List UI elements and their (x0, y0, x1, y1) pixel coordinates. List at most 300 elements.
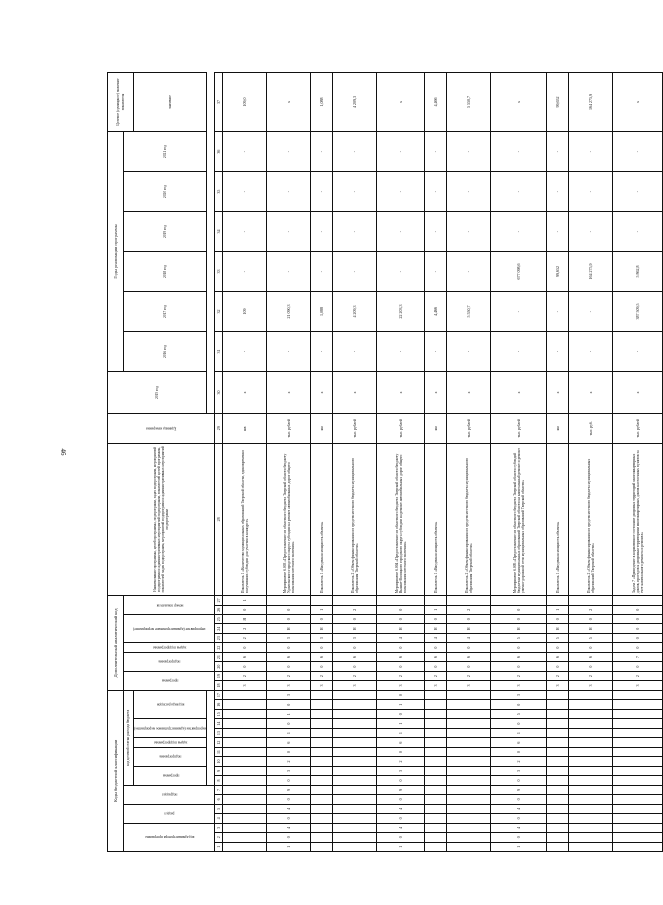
code-cell: 0 (267, 719, 311, 728)
code-cell (311, 757, 333, 766)
year-value-cell: - (613, 172, 663, 212)
code-cell (333, 690, 377, 700)
table-row (377, 73, 425, 852)
code-cell: Н (447, 624, 491, 633)
code-cell (447, 766, 491, 775)
year-value-cell: - (311, 172, 333, 212)
year-value-cell: - (447, 132, 491, 172)
code-cell (569, 738, 613, 747)
program-table (107, 72, 663, 852)
code-cell: 0 (569, 662, 613, 671)
code-cell: 2 (223, 633, 267, 642)
code-cell (613, 709, 663, 718)
row-description: Задача 7 «Приведение в нормативное состояние дворовых территорий многоквартирных домов, проездов к дворовым территориям многоквартирных домов населенных пунктов за счет капитального ремонта и ремонта» (613, 443, 663, 596)
code-cell (491, 596, 547, 605)
code-cell (425, 842, 447, 851)
code-cell: 0 (491, 662, 547, 671)
code-cell (547, 814, 569, 823)
code-cell: 3 (491, 690, 547, 700)
code-cell (333, 823, 377, 832)
code-cell: 6 (377, 652, 425, 661)
code-cell: 0 (447, 643, 491, 652)
year-value-cell: - (311, 212, 333, 252)
page-number: 46 (59, 448, 67, 456)
code-cell: 2 (613, 671, 663, 680)
code-cell: 0 (447, 662, 491, 671)
code-cell: Н (377, 624, 425, 633)
code-cell: 0 (267, 814, 311, 823)
table-row (311, 73, 333, 852)
code-cell (311, 747, 333, 756)
code-cell (223, 833, 267, 842)
code-cell: 0 (223, 643, 267, 652)
code-cell: 9 (377, 785, 425, 794)
code-cell: 5 (491, 633, 547, 642)
code-cell: 6 (491, 652, 547, 661)
code-cell: 0 (613, 624, 663, 633)
table-row (425, 73, 447, 852)
classification-header: Коды бюджетной классификации (108, 690, 124, 851)
code-cell: 1 (425, 605, 447, 614)
code-cell (223, 823, 267, 832)
code-cell (333, 785, 377, 794)
code-cell (223, 785, 267, 794)
year-value-cell: - (425, 212, 447, 252)
column-number: 17 (215, 690, 223, 700)
unit-cell: км (425, 414, 447, 443)
code-cell (223, 766, 267, 775)
code-cell (547, 823, 569, 832)
table-body (223, 73, 663, 852)
code-cell: 4 (377, 804, 425, 813)
column-number: 32 (215, 292, 223, 332)
year-value-cell: - (547, 292, 569, 332)
code-cell (447, 776, 491, 785)
column-number: 12 (215, 738, 223, 747)
unit-cell: тыс. рублей (613, 414, 663, 443)
year-value-cell: х (267, 371, 311, 413)
code-cell (333, 842, 377, 851)
code-cell (547, 804, 569, 813)
code-cell (447, 690, 491, 700)
code-cell: 3 (333, 681, 377, 690)
code-cell (311, 766, 333, 775)
code-cell (547, 738, 569, 747)
code-cell (333, 709, 377, 718)
code-cell: 6 (425, 652, 447, 661)
code-cell: 0 (491, 747, 547, 756)
code-cell (223, 690, 267, 700)
column-number: 15 (215, 709, 223, 718)
year-value-cell: - (569, 292, 613, 332)
code-cell: 0 (613, 633, 663, 642)
row-description: Показатель 2 «Объем финансирования из средств местного бюджета муниципального образования Тверской области» (447, 443, 491, 596)
code-cell: 3 (377, 681, 425, 690)
code-cell (333, 814, 377, 823)
column-number: 35 (215, 172, 223, 212)
code-cell: 0 (267, 776, 311, 785)
code-cell: 0 (613, 662, 663, 671)
code-cell (613, 596, 663, 605)
code-cell (425, 757, 447, 766)
row-description: Показатель 2 «Объем финансирования из средств местного бюджета муниципальных образований Тверской области» (569, 443, 613, 596)
code-cell: 0 (377, 747, 425, 756)
code-cell: 0 (267, 795, 311, 804)
year-value-cell: - (333, 132, 377, 172)
code-cell: 0 (377, 615, 425, 624)
code-cell: 0 (311, 615, 333, 624)
code-cell (311, 728, 333, 737)
code-cell (613, 690, 663, 700)
code-cell (425, 700, 447, 709)
code-cell (613, 700, 663, 709)
code-cell: 0 (613, 605, 663, 614)
code-cell: 3 (311, 681, 333, 690)
year-2021-header: 2021 год (124, 132, 207, 172)
code-cell: 0 (333, 615, 377, 624)
subprogram-header: подпрограмма (124, 652, 215, 671)
code-cell (613, 823, 663, 832)
code-cell (223, 700, 267, 709)
code-cell (447, 747, 491, 756)
code-cell: Н (569, 624, 613, 633)
code-cell: 4 (491, 804, 547, 813)
code-cell (447, 804, 491, 813)
column-number: 27 (215, 596, 223, 605)
code-cell: 2 (223, 624, 267, 633)
row-description: Мероприятие 6.004 «Предоставление из областного бюджета Тверской области бюджету Вышне-Волоцкого городского округа субсидии на ремонт автомобильных дорог общего пользования местного значения» (377, 443, 425, 596)
code-cell: 0 (311, 662, 333, 671)
task-header: задача подпрограммы (124, 643, 215, 652)
code-cell (447, 738, 491, 747)
year-value-cell: х (569, 371, 613, 413)
code-cell: 1 (311, 605, 333, 614)
code-cell: 5 (491, 709, 547, 718)
unit-cell: тыс. рублей (447, 414, 491, 443)
year-value-cell: - (223, 332, 267, 372)
code-cell (447, 709, 491, 718)
code-cell (311, 785, 333, 794)
code-cell (569, 700, 613, 709)
year-value-cell: - (547, 212, 569, 252)
table-row (491, 73, 547, 852)
code-cell: 3 (377, 766, 425, 775)
code-cell (613, 719, 663, 728)
table-row (447, 73, 491, 852)
code-cell (447, 842, 491, 851)
year-value-cell: - (267, 252, 311, 292)
code-cell (425, 690, 447, 700)
code-cell: 0 (267, 833, 311, 842)
name-header: Наименование программы, целей программы, подпрограмм, задач подпрограмм, мероприятий подпрограмм и административных мероприятий подпрограмм, показателей целей программы, показателей задач подпрограмм, мероприятий подпрограмм и административных мероприятий подпрограмм (108, 443, 215, 596)
code-cell: 2 (425, 671, 447, 680)
code-cell (377, 596, 425, 605)
code-cell: 0 (333, 662, 377, 671)
column-number: 25 (215, 615, 223, 624)
unit-cell: тыс. рублей (491, 414, 547, 443)
code-cell: 0 (491, 814, 547, 823)
year-2015-header: 2015 год (108, 371, 207, 413)
code-cell: 2 (491, 671, 547, 680)
code-cell: 0 (425, 615, 447, 624)
code-cell: 0 (491, 605, 547, 614)
column-number: 6 (215, 795, 223, 804)
row-description: Показатель 1 «Введенная мощность объекта» (425, 443, 447, 596)
year-value-cell: - (311, 132, 333, 172)
code-cell: 2 (377, 671, 425, 680)
code-cell: 3 (311, 633, 333, 642)
subsection-header: подраздел (124, 785, 215, 804)
code-cell: 6 (547, 652, 569, 661)
code-cell (425, 814, 447, 823)
code-cell: 1 (377, 728, 425, 737)
unit-header: Единица измерения (108, 414, 215, 443)
code-cell (311, 804, 333, 813)
code-cell (333, 700, 377, 709)
code-cell: 2 (267, 671, 311, 680)
code-cell (223, 804, 267, 813)
year-value-cell: 4,466 (425, 292, 447, 332)
column-number: 22 (215, 643, 223, 652)
year-value-cell: - (569, 132, 613, 172)
code-cell: 0 (377, 605, 425, 614)
code-cell (333, 804, 377, 813)
code-cell: 2 (333, 605, 377, 614)
year-2016-header: 2016 год (124, 332, 207, 372)
code-cell (311, 719, 333, 728)
code-cell (569, 804, 613, 813)
year-value-cell: - (377, 252, 425, 292)
year-value-cell: 1,088 (311, 292, 333, 332)
code-cell: 4 (491, 823, 547, 832)
code-cell (613, 738, 663, 747)
target-value-cell: 5 550,7 (447, 73, 491, 132)
code-cell (547, 833, 569, 842)
code-cell (333, 766, 377, 775)
code-cell: 2 (491, 757, 547, 766)
code-cell: 0 (267, 662, 311, 671)
year-value-cell: 109 (223, 292, 267, 332)
code-cell: 2 (333, 671, 377, 680)
code-cell: 9 (491, 785, 547, 794)
code-cell: 0 (333, 643, 377, 652)
year-value-cell: - (491, 292, 547, 332)
code-cell: 0 (569, 643, 613, 652)
year-value-cell: - (223, 252, 267, 292)
year-value-cell: х (333, 371, 377, 413)
code-cell (547, 700, 569, 709)
unit-cell: км (311, 414, 333, 443)
code-cell (425, 738, 447, 747)
column-number: 10 (215, 757, 223, 766)
year-value-cell: - (547, 132, 569, 172)
year-value-cell: - (547, 172, 569, 212)
code-cell: 6 (377, 738, 425, 747)
year-value-cell: 4 209,3 (333, 292, 377, 332)
code-cell (223, 738, 267, 747)
code-cell: 1 (377, 719, 425, 728)
code-cell (311, 709, 333, 718)
code-cell: 6 (267, 652, 311, 661)
table-row (613, 73, 663, 852)
code-cell (425, 747, 447, 756)
year-value-cell: - (425, 132, 447, 172)
code-cell: 6 (569, 652, 613, 661)
column-number: 31 (215, 332, 223, 372)
code-cell: 0 (267, 700, 311, 709)
program-code-header: программа (134, 766, 207, 785)
code-cell: 2 (447, 671, 491, 680)
code-cell: 0 (267, 605, 311, 614)
code-cell (311, 833, 333, 842)
code-cell: 0 (377, 795, 425, 804)
year-value-cell: х (491, 371, 547, 413)
code-cell: 0 (613, 643, 663, 652)
code-cell (333, 719, 377, 728)
column-number: 28 (215, 443, 223, 596)
code-cell (425, 766, 447, 775)
code-cell (569, 747, 613, 756)
year-value-cell: - (447, 172, 491, 212)
value-header: значение (134, 73, 207, 132)
code-cell: 0 (377, 776, 425, 785)
code-cell: Н (267, 624, 311, 633)
code-cell (569, 766, 613, 775)
year-value-cell: х (447, 371, 491, 413)
year-2019-header: 2019 год (124, 212, 207, 252)
code-cell: 3 (613, 681, 663, 690)
code-cell: 2 (377, 757, 425, 766)
year-2018-header: 2018 год (124, 252, 207, 292)
code-cell: 3 (491, 681, 547, 690)
code-cell (425, 804, 447, 813)
code-cell: 0 (425, 662, 447, 671)
column-number: 30 (215, 371, 223, 413)
code-cell (613, 795, 663, 804)
code-cell (569, 596, 613, 605)
code-cell (267, 596, 311, 605)
year-value-cell: - (311, 332, 333, 372)
code-cell: 3 (223, 681, 267, 690)
code-cell: 6 (447, 652, 491, 661)
code-cell: 2 (311, 671, 333, 680)
year-value-cell: - (447, 212, 491, 252)
code-cell (547, 596, 569, 605)
code-cell (425, 719, 447, 728)
code-cell: Н (311, 624, 333, 633)
year-value-cell: х (223, 371, 267, 413)
code-cell (613, 757, 663, 766)
code-cell (547, 728, 569, 737)
code-cell: 0 (223, 605, 267, 614)
year-2020-header: 2020 год (124, 172, 207, 212)
code-cell (311, 776, 333, 785)
code-cell (425, 776, 447, 785)
code-cell (223, 776, 267, 785)
year-value-cell: - (333, 252, 377, 292)
code-cell (333, 776, 377, 785)
target-value-cell: 1,088 (311, 73, 333, 132)
code-cell (547, 785, 569, 794)
unit-cell: тыс. рублей (333, 414, 377, 443)
year-value-cell: - (267, 332, 311, 372)
code-cell: 0 (547, 662, 569, 671)
code-cell: 4 (425, 633, 447, 642)
code-cell (333, 738, 377, 747)
code-cell: 6 (223, 652, 267, 661)
year-value-cell: - (425, 172, 447, 212)
unit-cell: тыс. рублей (377, 414, 425, 443)
code-cell (613, 747, 663, 756)
code-cell (333, 596, 377, 605)
code-cell (311, 738, 333, 747)
unit-cell: км (547, 414, 569, 443)
column-number-row (215, 73, 223, 852)
code-cell (613, 804, 663, 813)
column-number: 19 (215, 671, 223, 680)
code-cell (547, 757, 569, 766)
column-number: 37 (215, 73, 223, 132)
code-cell: 2 (267, 757, 311, 766)
code-cell (569, 728, 613, 737)
code-cell (547, 747, 569, 756)
year-value-cell: х (613, 371, 663, 413)
year-value-cell: х (425, 371, 447, 413)
code-cell: 5 (547, 633, 569, 642)
section-header: раздел (124, 804, 215, 823)
code-cell (333, 728, 377, 737)
code-cell (569, 719, 613, 728)
target-value-cell: 164 275,9 (569, 73, 613, 132)
unit-cell: тыс. руб. (569, 414, 613, 443)
year-value-cell: - (613, 132, 663, 172)
column-number: 33 (215, 252, 223, 292)
row-description: Показатель 1 «Введенная мощность объекта» (547, 443, 569, 596)
code-cell: Н (333, 624, 377, 633)
year-value-cell: - (311, 252, 333, 292)
code-cell: 2 (569, 605, 613, 614)
year-value-cell: - (377, 212, 425, 252)
code-cell: 1 (377, 842, 425, 851)
code-cell: 4 (377, 633, 425, 642)
table-row (333, 73, 377, 852)
column-number: 20 (215, 662, 223, 671)
code-cell: 3 (569, 681, 613, 690)
row-description: Показатель 1 «Количество муниципальных образований Тверской области, единовременно получивших субсидии для участия в конкурсе» (223, 443, 267, 596)
code-cell (223, 757, 267, 766)
year-value-cell: х (311, 371, 333, 413)
code-cell (333, 795, 377, 804)
column-number: 7 (215, 785, 223, 794)
code-cell: 0 (491, 643, 547, 652)
column-number: 26 (215, 605, 223, 614)
code-cell: 1 (491, 728, 547, 737)
year-value-cell: х (377, 371, 425, 413)
row-description: Показатель 1 «Введенная мощность объекта» (311, 443, 333, 596)
code-cell (547, 766, 569, 775)
admin-code-header: код администратора программы (124, 823, 215, 851)
code-cell: 3 (267, 766, 311, 775)
code-cell (223, 842, 267, 851)
code-cell (333, 747, 377, 756)
code-cell: 0 (569, 615, 613, 624)
target-value-header: Целевое (суммарное) значение показателя (108, 73, 134, 132)
table-row (223, 73, 267, 852)
year-value-cell: - (377, 132, 425, 172)
code-cell (223, 795, 267, 804)
code-cell: 0 (267, 615, 311, 624)
code-cell (547, 842, 569, 851)
